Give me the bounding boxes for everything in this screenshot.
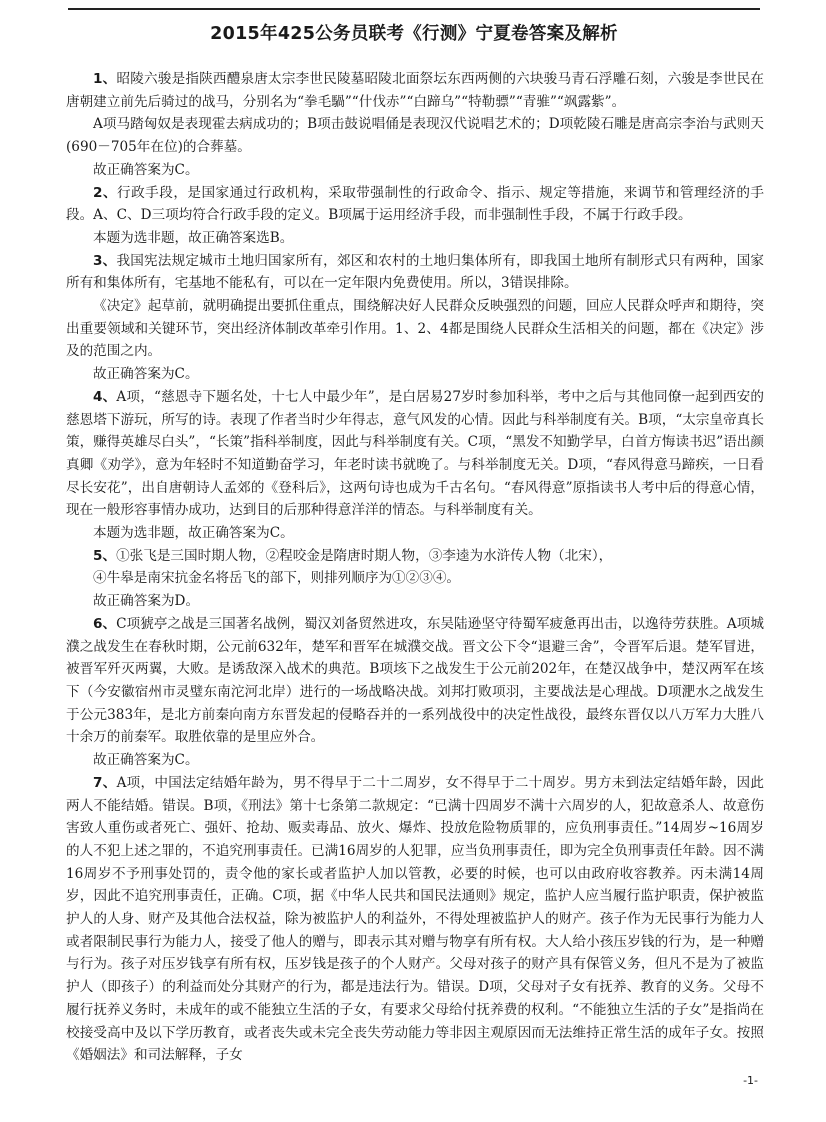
paragraph-text: 本题为选非题，故正确答案选B。	[93, 229, 294, 246]
question-number: 2、	[93, 184, 118, 201]
paragraph	[66, 545, 764, 568]
question-number: 4、	[93, 388, 117, 405]
paragraph	[66, 567, 764, 590]
paragraph	[66, 749, 764, 772]
header-rule	[68, 8, 760, 10]
question-number: 6、	[93, 615, 117, 632]
paragraph-text: 行政手段，是国家通过行政机构，采取带强制性的行政命令、指示、规定等措施，来调节和管理经济的手段。A、C、D三项均符合行政手段的定义。B项属于运用经济手段，而非强制性手段，不属于行政手段。	[66, 184, 764, 224]
paragraph-text: A项，中国法定结婚年龄为，男不得早于二十二周岁，女不得早于二十周岁。男方未到法定结婚年龄，因此两人不能结婚。错误。B项，《刑法》第十七条第二款规定：“已满十四周岁不满十六周岁的人，犯故意杀人、故意伤害致人重伤或者死亡、强奸、抢劫、贩卖毒品、放火、爆炸、投放危险物质罪的，应负刑事责任。”14周岁~16周岁的人不犯上述之罪的，不追究刑事责任。已满16周岁的人犯罪，应当负刑事责任，即为完全负刑事责任年龄。因不满16周岁不予刑事处罚的，责令他的家长或者监护人加以管教，必要的时候，也可以由政府收容教养。丙未满14周岁，因此不追究刑事责任，正确。C项，据《中华人民共和国民法通则》规定，监护人应当履行监护职责，保护被监护人的人身、财产及其他合法权益，除为被监护人的利益外，不得处理被监护人的财产。孩子作为无民事行为能力人或者限制民事行为能力人，接受了他人的赠与，即表示其对赠与物享有所有权。大人给小孩压岁钱的行为，是一种赠与行为。孩子对压岁钱享有所有权，压岁钱是孩子的个人财产。父母对孩子的财产具有保管义务，但凡不是为了被监护人（即孩子）的利益而处分其财产的行为，都是违法行为。错误。D项，父母对子女有抚养、教育的义务。父母不履行抚养义务时，未成年的或不能独立生活的子女，有要求父母给付抚养费的权利。“不能独立生活的子女”是指尚在校接受高中及以下学历教育，或者丧失或未完全丧失劳动能力等非因主观原因而无法维持正常生活的成年子女。按照《婚姻法》和司法解释，子女	[66, 774, 764, 1064]
paragraph-text: 故正确答案为C。	[93, 752, 199, 769]
paragraph	[66, 113, 764, 158]
paragraph	[66, 772, 764, 1067]
page-title: 2015年425公务员联考《行测》宁夏卷答案及解析	[210, 24, 618, 44]
paragraph-text: 故正确答案为C。	[93, 161, 199, 178]
paragraph	[66, 159, 764, 182]
paragraph-text: A项，“慈恩寺下题名处，十七人中最少年”，是白居易27岁时参加科举，考中之后与其他同僚一起到西安的慈恩塔下游玩，所写的诗。表现了作者当时少年得志，意气风发的心情。因此与科举制度有关。B项，“太宗皇帝真长策，赚得英雄尽白头”，“长策”指科举制度，因此与科举制度有关。C项，“黑发不知勤学早，白首方悔读书迟”语出颜真卿《劝学》，意为年轻时不知道勤奋学习，年老时读书就晚了。与科举制度无关。D项，“春风得意马蹄疾，一日看尽长安花”，出自唐朝诗人孟郊的《登科后》，这两句诗也成为千古名句。“春风得意”原指读书人考中后的得意心情，现在一般形容事情办成功，达到目的后那种得意洋洋的情态。与科举制度有关。	[66, 388, 764, 519]
paragraph	[66, 227, 764, 250]
paragraph	[66, 363, 764, 386]
page-number: -1-	[743, 1074, 758, 1087]
paragraph-text: 故正确答案为D。	[93, 593, 200, 610]
question-number: 3、	[93, 252, 117, 269]
paragraph	[66, 522, 764, 545]
paragraph	[66, 182, 764, 227]
question-number: 5、	[93, 547, 117, 564]
paragraph	[66, 250, 764, 295]
paragraph-text: ①张飞是三国时期人物，②程咬金是隋唐时期人物，③李逵为水浒传人物（北宋），	[116, 547, 613, 564]
paragraph-text: 《决定》起草前，就明确提出要抓住重点，围绕解决好人民群众反映强烈的问题，回应人民群众呼声和期待，突出重要领域和关键环节，突出经济体制改革牵引作用。1、2、4都是围绕人民群众生活相关的问题，都在《决定》涉及的范围之内。	[66, 298, 764, 360]
question-number: 1、	[93, 71, 117, 87]
paragraph-text: ④牛皋是南宋抗金名将岳飞的部下，则排列顺序为①②③④。	[93, 570, 461, 587]
question-number: 7、	[93, 774, 117, 791]
paragraph	[66, 613, 764, 749]
paragraph-text: A项马踏匈奴是表现霍去病成功的；B项击鼓说唱俑是表现汉代说唱艺术的；D项乾陵石雕是唐高宗李治与武则天(690－705年在位)的合葬墓。	[66, 116, 764, 156]
paragraph-text: 我国宪法规定城市土地归国家所有，郊区和农村的土地归集体所有，即我国土地所有制形式只有两种，国家所有和集体所有，宅基地不能私有，可以在一定年限内免费使用。所以，3错误排除。	[66, 252, 764, 292]
paragraph	[66, 68, 764, 113]
paragraph	[66, 590, 764, 613]
paragraph	[66, 295, 764, 363]
paragraph-text: 本题为选非题，故正确答案为C。	[93, 525, 294, 542]
document-body	[66, 68, 764, 1067]
paragraph-text: 故正确答案为C。	[93, 366, 199, 383]
paragraph-text: 昭陵六骏是指陕西醴泉唐太宗李世民陵墓昭陵北面祭坛东西两侧的六块骏马青石浮雕石刻，六骏是李世民在唐朝建立前先后骑过的战马，分别名为“拳毛騧”“什伐赤”“白蹄乌”“特勒骠”“青骓”“飒露紫”。	[66, 71, 764, 110]
paragraph-text: C项猇亭之战是三国著名战例，蜀汉刘备贸然进攻，东吴陆逊坚守待蜀军疲惫再出击，以逸待劳获胜。A项城濮之战发生在春秋时期，公元前632年，楚军和晋军在城濮交战。晋文公下令“退避三舍”，令晋军后退。楚军冒进，被晋军歼灭两翼，大败。是诱敌深入战术的典范。B项垓下之战发生于公元前202年，在楚汉战争中，楚汉两军在垓下（今安徽宿州市灵璧东南沱河北岸）进行的一场战略决战。刘邦打败项羽，主要战法是心理战。D项淝水之战发生于公元383年，是北方前秦向南方东晋发起的侵略吞并的一系列战役中的决定性战役，最终东晋仅以八万军力大胜八十余万的前秦军。取胜依靠的是里应外合。	[66, 615, 764, 746]
paragraph	[66, 386, 764, 522]
